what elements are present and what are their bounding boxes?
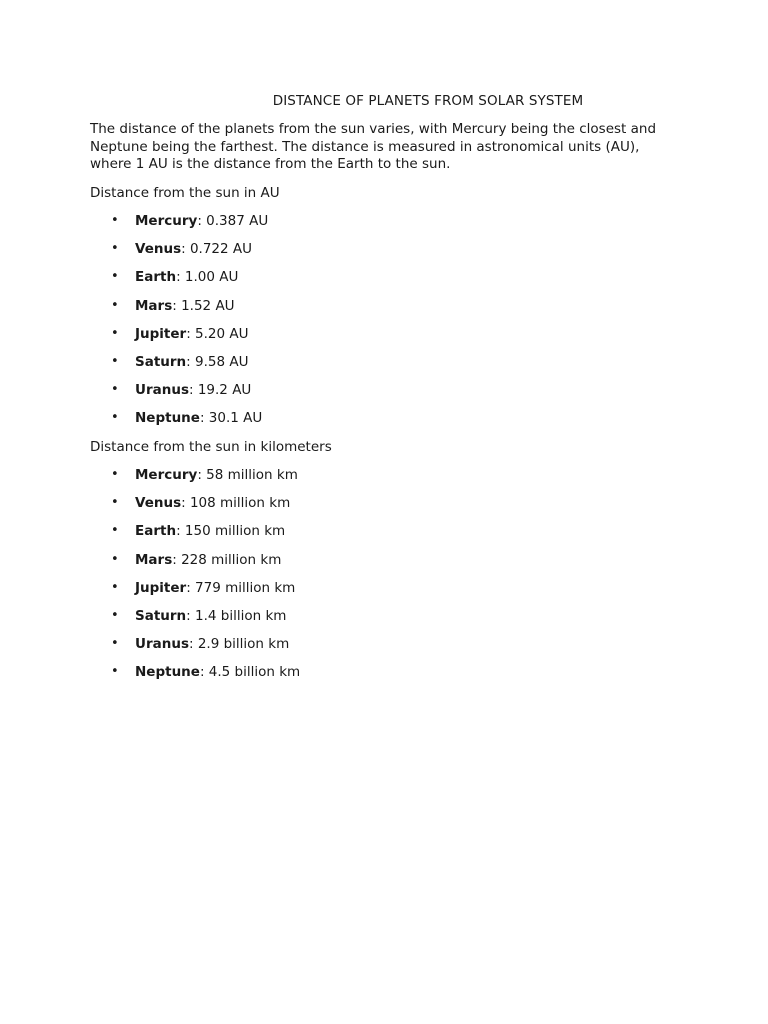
bullet-icon: • bbox=[111, 297, 119, 313]
au-distance-list bbox=[90, 212, 490, 438]
list-item bbox=[90, 607, 490, 635]
planet-distance: : 150 million km bbox=[176, 523, 286, 540]
list-item bbox=[90, 579, 490, 607]
list-item bbox=[90, 494, 490, 522]
list-item bbox=[90, 551, 490, 579]
list-item bbox=[90, 240, 490, 268]
bullet-icon: • bbox=[111, 467, 119, 482]
planet-name: Earth bbox=[135, 523, 177, 540]
planet-distance: : 779 million km bbox=[186, 579, 296, 596]
list-item bbox=[90, 268, 490, 296]
planet-distance: : 1.00 AU bbox=[176, 269, 239, 286]
planet-distance: : 5.20 AU bbox=[186, 325, 249, 342]
bullet-icon: • bbox=[111, 664, 119, 680]
bullet-icon: • bbox=[111, 523, 119, 539]
bullet-icon: • bbox=[111, 382, 119, 398]
bullet-icon: • bbox=[111, 495, 119, 511]
list-item bbox=[90, 297, 490, 325]
planet-name: Uranus bbox=[135, 382, 189, 399]
list-item bbox=[90, 381, 490, 409]
document-title: DISTANCE OF PLANETS FROM SOLAR SYSTEM bbox=[272, 93, 584, 109]
bullet-icon: • bbox=[111, 636, 119, 652]
planet-name: Venus bbox=[135, 495, 182, 512]
list-item bbox=[90, 635, 490, 663]
planet-distance: : 108 million km bbox=[181, 495, 291, 512]
planet-name: Jupiter bbox=[135, 579, 187, 596]
list-item bbox=[90, 325, 490, 353]
planet-name: Jupiter bbox=[135, 325, 187, 342]
bullet-icon: • bbox=[111, 551, 119, 567]
planet-name: Venus bbox=[135, 241, 182, 258]
planet-distance: : 58 million km bbox=[197, 467, 298, 483]
list-item bbox=[90, 409, 490, 437]
planet-name: Uranus bbox=[135, 636, 189, 653]
bullet-icon: • bbox=[111, 579, 119, 595]
planet-name: Mars bbox=[135, 551, 173, 568]
planet-distance: : 19.2 AU bbox=[189, 382, 252, 399]
bullet-icon: • bbox=[111, 325, 119, 341]
list-item bbox=[90, 663, 490, 691]
bullet-icon: • bbox=[111, 241, 119, 257]
planet-distance: : 1.52 AU bbox=[172, 297, 235, 314]
planet-name: Mercury bbox=[135, 467, 198, 483]
planet-name: Neptune bbox=[135, 410, 200, 427]
list-item bbox=[90, 212, 490, 240]
planet-distance: : 30.1 AU bbox=[199, 410, 263, 427]
list-item bbox=[90, 353, 490, 381]
bullet-icon: • bbox=[111, 269, 119, 285]
km-section-heading: Distance from the sun in kilometers bbox=[90, 439, 332, 455]
planet-distance: : 2.9 billion km bbox=[189, 636, 290, 653]
planet-distance: : 228 million km bbox=[172, 551, 282, 568]
km-distance-list bbox=[90, 466, 490, 692]
intro-paragraph: The distance of the planets from the sun varies, with Mercury being the closest and Neptune being the farthest. The distance is measured in astronomical units (AU), where 1 AU is the distance from the Earth to the sun. bbox=[90, 121, 657, 172]
planet-distance: : 0.387 AU bbox=[197, 213, 269, 229]
planet-name: Saturn bbox=[135, 607, 187, 624]
bullet-icon: • bbox=[111, 410, 119, 426]
list-item bbox=[90, 522, 490, 550]
bullet-icon: • bbox=[111, 213, 119, 228]
planet-distance: : 1.4 billion km bbox=[186, 607, 287, 624]
list-item bbox=[90, 466, 490, 494]
planet-distance: : 0.722 AU bbox=[181, 241, 253, 258]
planet-distance: : 4.5 billion km bbox=[199, 664, 301, 681]
planet-name: Mars bbox=[135, 297, 173, 314]
bullet-icon: • bbox=[111, 607, 119, 623]
planet-name: Earth bbox=[135, 269, 177, 286]
planet-name: Neptune bbox=[135, 664, 200, 681]
au-section-heading: Distance from the sun in AU bbox=[90, 185, 280, 201]
bullet-icon: • bbox=[111, 353, 119, 369]
planet-name: Saturn bbox=[135, 353, 187, 370]
planet-name: Mercury bbox=[135, 213, 198, 229]
planet-distance: : 9.58 AU bbox=[186, 353, 249, 370]
